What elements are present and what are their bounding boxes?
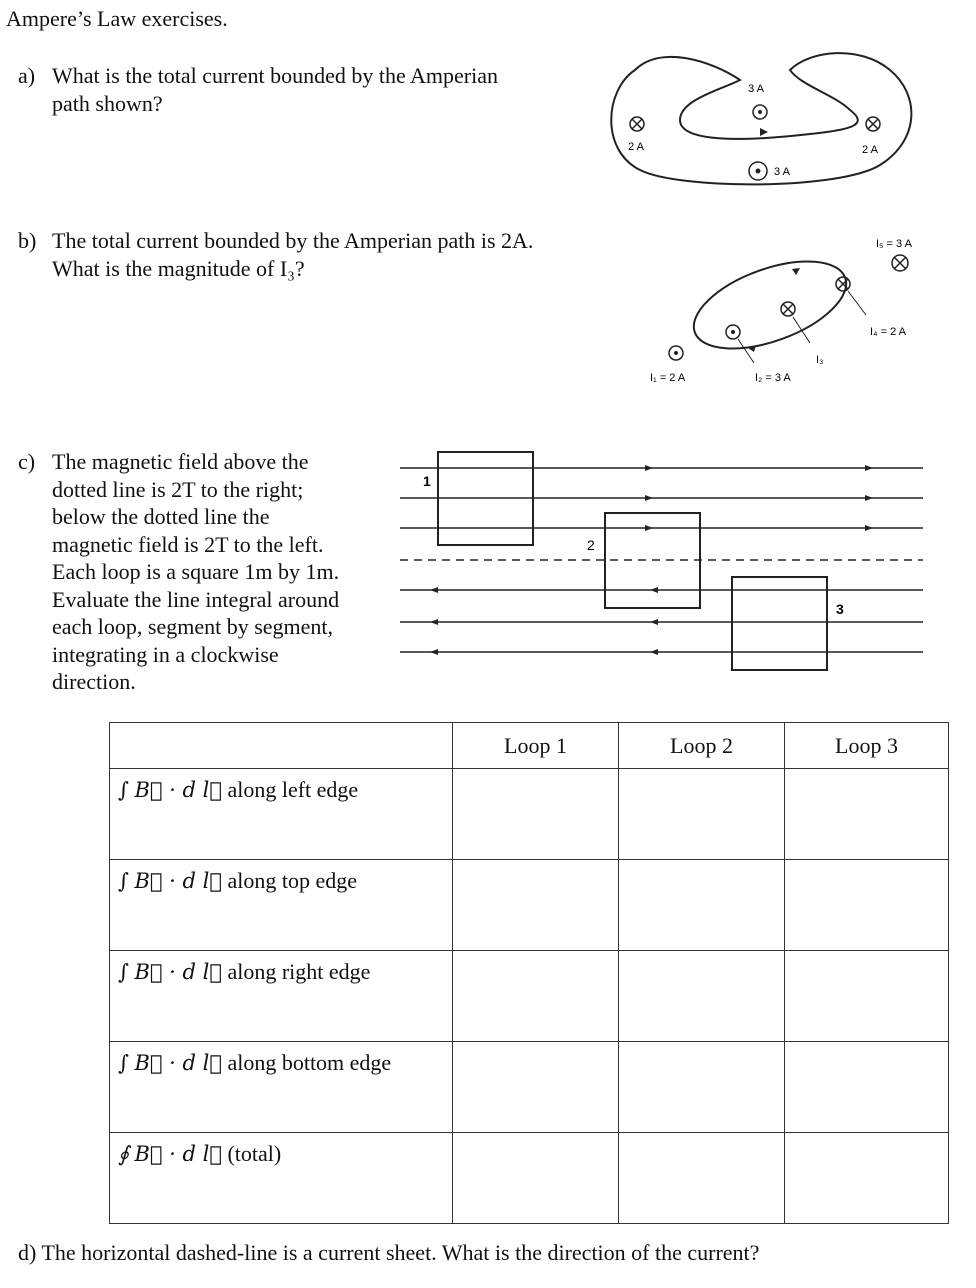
loop-3-square	[732, 577, 827, 670]
figure-a-amperian-path	[600, 40, 920, 200]
integral-symbol: ∫	[118, 778, 129, 802]
integrand: B⃗ · d l⃗	[134, 778, 222, 802]
answer-cell[interactable]	[785, 951, 949, 1042]
integrand: B⃗ · d l⃗	[134, 1051, 222, 1075]
fig-b-i2: I₂ = 3 A	[755, 372, 791, 384]
question-c-label: c)	[18, 449, 36, 474]
fig-b-i1: I₁ = 2 A	[650, 372, 686, 384]
answer-cell[interactable]	[619, 951, 785, 1042]
current-out-of-page-icon	[753, 105, 767, 119]
table-header-row	[110, 723, 949, 769]
current-into-page-icon	[630, 117, 644, 131]
loop-3-label: 3	[836, 601, 844, 617]
question-c-text: The magnetic field above the dotted line is 2T to the right; below the dotted line the magnetic field is 2T to the left. Each loop is a square 1m by 1m. Evaluate the line integral around each loop, segment by segment, integrating in a clockwise direction.	[52, 449, 340, 694]
question-d-label: d)	[18, 1240, 37, 1265]
question-c	[18, 448, 398, 698]
fig-a-left-current: 2 A	[628, 141, 644, 153]
table-header-cell	[110, 723, 453, 769]
row-label-text: (total)	[227, 1141, 282, 1166]
figure-b-amperian-path	[630, 225, 930, 395]
line-integral-table	[109, 722, 949, 1224]
integral-symbol: ∫	[118, 1051, 129, 1075]
answer-cell[interactable]	[785, 1042, 949, 1133]
integrand: B⃗ · d l⃗	[134, 1142, 222, 1166]
row-label	[110, 769, 453, 860]
answer-cell[interactable]	[453, 1133, 619, 1224]
fig-b-i4: I₄ = 2 A	[870, 326, 906, 338]
question-b	[18, 227, 618, 287]
answer-cell[interactable]	[619, 860, 785, 951]
current-into-page-icon	[836, 277, 850, 291]
question-a	[18, 62, 578, 122]
fig-a-top-current: 3 A	[748, 83, 764, 95]
integrand: B⃗ · d l⃗	[134, 960, 222, 984]
current-out-of-page-icon	[726, 325, 740, 339]
question-b-label: b)	[18, 228, 37, 253]
current-into-page-icon	[781, 302, 795, 316]
question-a-text: What is the total current bounded by the Amperian path shown?	[52, 63, 498, 116]
table-header-cell: Loop 3	[785, 723, 949, 769]
answer-cell[interactable]	[453, 860, 619, 951]
answer-cell[interactable]	[619, 1133, 785, 1224]
fig-b-i3: I₃	[816, 354, 824, 366]
row-label	[110, 1133, 453, 1224]
fig-a-right-current: 2 A	[862, 144, 878, 156]
integrand: B⃗ · d l⃗	[134, 869, 222, 893]
table-row	[110, 769, 949, 860]
row-label	[110, 951, 453, 1042]
table-row	[110, 1133, 949, 1224]
question-a-label: a)	[18, 63, 36, 88]
row-label-text: along right edge	[227, 959, 371, 984]
leader-line	[793, 317, 810, 343]
row-label-text: along top edge	[227, 868, 357, 893]
answer-cell[interactable]	[619, 769, 785, 860]
figure-c-field-loops	[395, 440, 930, 680]
loop-2-label: 2	[587, 537, 595, 553]
current-into-page-icon	[866, 117, 880, 131]
table-row	[110, 860, 949, 951]
path-arrow-icon	[760, 128, 768, 136]
answer-cell[interactable]	[453, 1042, 619, 1133]
path-arrow-icon	[792, 268, 800, 275]
field-lines-left	[400, 590, 923, 652]
leader-line	[738, 339, 754, 363]
leader-line	[848, 291, 866, 315]
row-label	[110, 860, 453, 951]
question-d-text: The horizontal dashed-line is a current sheet. What is the direction of the current?	[41, 1240, 760, 1265]
current-into-page-icon	[892, 255, 908, 271]
answer-cell[interactable]	[785, 1133, 949, 1224]
table-row	[110, 1042, 949, 1133]
answer-cell[interactable]	[453, 951, 619, 1042]
question-d	[18, 1240, 759, 1266]
fig-a-bottom-current: 3 A	[774, 166, 790, 178]
question-b-text: The total current bounded by the Amperian path is 2A. What is the magnitude of I₃?	[52, 228, 534, 281]
current-out-of-page-icon	[749, 162, 767, 180]
integral-symbol: ∫	[118, 960, 129, 984]
answer-cell[interactable]	[453, 769, 619, 860]
loop-1-label: 1	[423, 473, 431, 489]
table-header-cell: Loop 2	[619, 723, 785, 769]
integral-symbol: ∫	[118, 869, 129, 893]
row-label-text: along bottom edge	[227, 1050, 392, 1075]
answer-cell[interactable]	[785, 769, 949, 860]
answer-cell[interactable]	[619, 1042, 785, 1133]
answer-cell[interactable]	[785, 860, 949, 951]
table-header-cell: Loop 1	[453, 723, 619, 769]
field-lines-right	[400, 468, 923, 528]
amperian-path-b	[683, 244, 858, 366]
table-row	[110, 951, 949, 1042]
fig-b-i5: I₅ = 3 A	[876, 238, 912, 250]
row-label-text: along left edge	[227, 777, 359, 802]
row-label	[110, 1042, 453, 1133]
contour-integral-symbol: ∮	[118, 1142, 129, 1166]
current-out-of-page-icon	[669, 346, 683, 360]
arrow-left-icon	[430, 587, 658, 655]
page-title: Ampere’s Law exercises.	[6, 6, 228, 31]
